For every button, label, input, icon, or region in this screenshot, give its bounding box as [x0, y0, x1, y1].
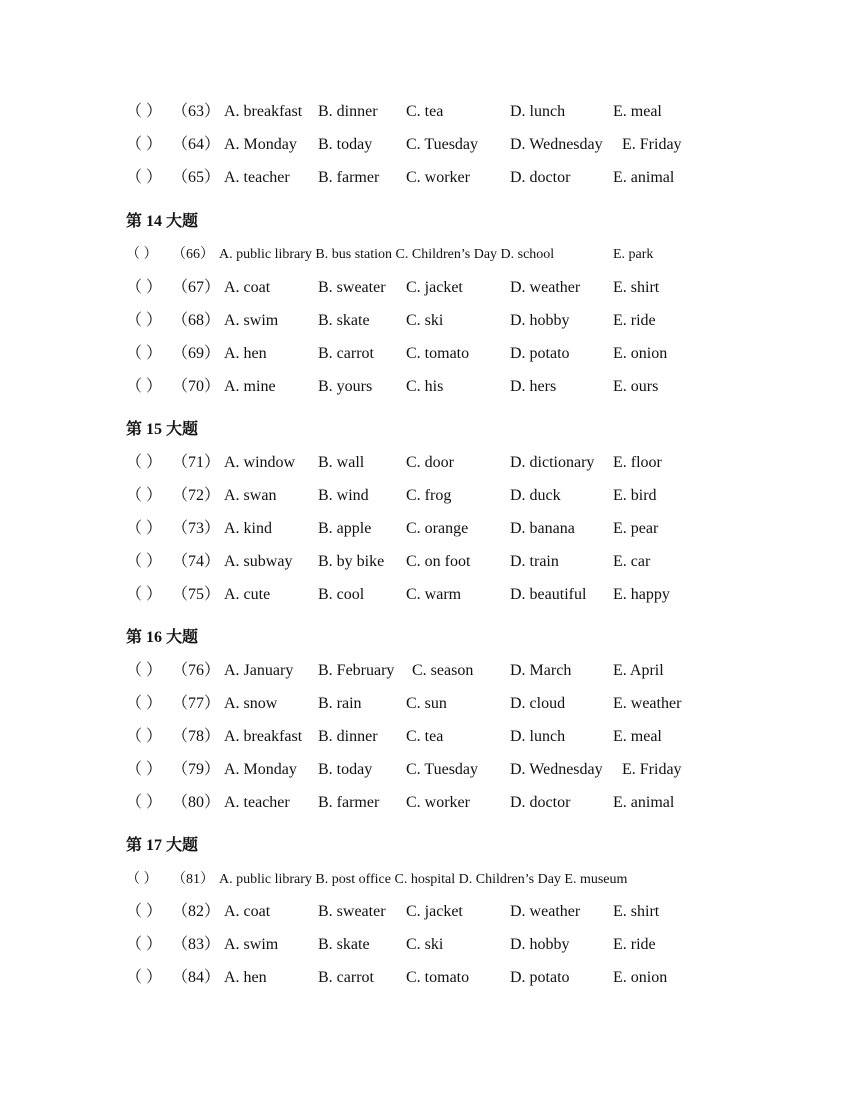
- answer-blank: （ ）: [126, 312, 163, 329]
- answer-blank: （ ）: [126, 872, 158, 887]
- option-b: B. farmer: [318, 169, 380, 186]
- option-b: B. skate: [318, 936, 370, 953]
- option-b: B. apple: [318, 520, 372, 537]
- option-a: A. January: [224, 662, 294, 679]
- option-d: D. Wednesday: [510, 136, 603, 153]
- question-number: （84）: [172, 969, 221, 986]
- question-row: [0, 584, 860, 606]
- option-b: B. carrot: [318, 345, 374, 362]
- question-row: [0, 693, 860, 715]
- option-e: E. pear: [613, 520, 659, 537]
- option-c: C. tea: [406, 103, 444, 120]
- question-number: （63）: [172, 103, 221, 120]
- option-a: A. teacher: [224, 794, 290, 811]
- answer-blank: （ ）: [126, 454, 163, 471]
- option-d: D. Wednesday: [510, 761, 603, 778]
- option-d: D. doctor: [510, 169, 571, 186]
- option-d: D. hobby: [510, 312, 570, 329]
- option-b: B. sweater: [318, 903, 386, 920]
- answer-blank: （ ）: [126, 169, 163, 186]
- section-heading: 第 17 大题: [126, 837, 199, 854]
- option-b: B. today: [318, 761, 373, 778]
- section-heading: 第 15 大题: [126, 421, 199, 438]
- option-e: E. shirt: [613, 279, 660, 296]
- option-e: E. onion: [613, 969, 668, 986]
- option-b: B. dinner: [318, 728, 378, 745]
- option-e: E. shirt: [613, 903, 660, 920]
- question-number: （64）: [172, 136, 221, 153]
- question-number: （76）: [172, 662, 221, 679]
- option-e: E. bird: [613, 487, 657, 504]
- option-e: E. weather: [613, 695, 682, 712]
- option-b: B. cool: [318, 586, 365, 603]
- option-a: A. swim: [224, 312, 279, 329]
- question-number: （71）: [172, 454, 221, 471]
- question-number: （81）: [172, 872, 214, 887]
- question-number: （72）: [172, 487, 221, 504]
- option-e: E. onion: [613, 345, 668, 362]
- answer-blank: （ ）: [126, 103, 163, 120]
- option-c: C. ski: [406, 312, 444, 329]
- option-e: E. Friday: [622, 761, 682, 778]
- option-a: A. mine: [224, 378, 276, 395]
- question-row: [0, 452, 860, 474]
- option-c: C. Tuesday: [406, 761, 479, 778]
- option-a: A. kind: [224, 520, 272, 537]
- option-a: A. breakfast: [224, 103, 303, 120]
- option-a: A. subway: [224, 553, 293, 570]
- question-row: [0, 551, 860, 573]
- option-d: D. weather: [510, 279, 581, 296]
- option-c: C. tomato: [406, 345, 470, 362]
- answer-blank: （ ）: [126, 695, 163, 712]
- question-number: （75）: [172, 586, 221, 603]
- answer-blank: （ ）: [126, 247, 158, 262]
- question-number: （80）: [172, 794, 221, 811]
- options-text: A. public library B. post office C. hospital D. Children’s Day E. museum: [219, 872, 628, 887]
- option-d: D. lunch: [510, 728, 566, 745]
- question-number: （74）: [172, 553, 221, 570]
- options-text: A. public library B. bus station C. Children’s Day D. school: [219, 247, 555, 262]
- question-number: （79）: [172, 761, 221, 778]
- option-c: C. his: [406, 378, 444, 395]
- option-e: E. ride: [613, 936, 656, 953]
- option-e: E. floor: [613, 454, 662, 471]
- option-a: A. teacher: [224, 169, 290, 186]
- option-c: C. warm: [406, 586, 462, 603]
- answer-blank: （ ）: [126, 378, 163, 395]
- question-row: [0, 277, 860, 299]
- question-row: [0, 518, 860, 540]
- question-number: （83）: [172, 936, 221, 953]
- question-row: [0, 759, 860, 781]
- question-number: （70）: [172, 378, 221, 395]
- option-a: A. Monday: [224, 136, 297, 153]
- option-c: C. jacket: [406, 279, 463, 296]
- option-a: A. hen: [224, 969, 267, 986]
- question-number: （66）: [172, 247, 214, 262]
- question-row: [0, 869, 860, 891]
- option-d: D. March: [510, 662, 572, 679]
- option-b: B. yours: [318, 378, 373, 395]
- answer-blank: （ ）: [126, 662, 163, 679]
- option-c: C. frog: [406, 487, 452, 504]
- option-d: D. train: [510, 553, 559, 570]
- option-a: A. coat: [224, 903, 271, 920]
- option-c: C. jacket: [406, 903, 463, 920]
- answer-blank: （ ）: [126, 345, 163, 362]
- answer-blank: （ ）: [126, 794, 163, 811]
- option-d: D. banana: [510, 520, 575, 537]
- option-a: A. snow: [224, 695, 278, 712]
- answer-blank: （ ）: [126, 586, 163, 603]
- option-e: E. happy: [613, 586, 670, 603]
- answer-blank: （ ）: [126, 553, 163, 570]
- answer-blank: （ ）: [126, 903, 163, 920]
- option-e: E. ours: [613, 378, 659, 395]
- option-e: E. car: [613, 553, 651, 570]
- section-heading: 第 14 大题: [126, 213, 199, 230]
- question-number: （82）: [172, 903, 221, 920]
- option-d: D. lunch: [510, 103, 566, 120]
- option-b: B. rain: [318, 695, 362, 712]
- option-d: D. cloud: [510, 695, 566, 712]
- section-heading: 第 16 大题: [126, 629, 199, 646]
- option-d: D. potato: [510, 969, 570, 986]
- option-d: D. doctor: [510, 794, 571, 811]
- question-number: （65）: [172, 169, 221, 186]
- option-c: C. orange: [406, 520, 469, 537]
- option-a: A. window: [224, 454, 296, 471]
- option-b: B. today: [318, 136, 373, 153]
- question-row: [0, 134, 860, 156]
- answer-blank: （ ）: [126, 761, 163, 778]
- option-b: B. dinner: [318, 103, 378, 120]
- option-b: B. wall: [318, 454, 365, 471]
- question-row: [0, 726, 860, 748]
- option-a: A. coat: [224, 279, 271, 296]
- option-e: E. meal: [613, 728, 662, 745]
- question-row: [0, 244, 860, 266]
- option-b: B. by bike: [318, 553, 385, 570]
- option-b: B. wind: [318, 487, 369, 504]
- question-number: （78）: [172, 728, 221, 745]
- question-row: [0, 792, 860, 814]
- option-c: C. worker: [406, 169, 470, 186]
- option-d: D. dictionary: [510, 454, 595, 471]
- question-row: [0, 901, 860, 923]
- option-b: B. farmer: [318, 794, 380, 811]
- option-b: B. sweater: [318, 279, 386, 296]
- option-a: A. swan: [224, 487, 277, 504]
- option-d: D. potato: [510, 345, 570, 362]
- question-number: （77）: [172, 695, 221, 712]
- option-e: E. animal: [613, 794, 675, 811]
- option-e: E. ride: [613, 312, 656, 329]
- option-a: A. hen: [224, 345, 267, 362]
- answer-blank: （ ）: [126, 936, 163, 953]
- option-e: E. Friday: [622, 136, 682, 153]
- option-d: D. hers: [510, 378, 557, 395]
- option-e: E. park: [613, 247, 654, 262]
- answer-blank: （ ）: [126, 969, 163, 986]
- option-d: D. weather: [510, 903, 581, 920]
- question-row: [0, 101, 860, 123]
- question-number: （68）: [172, 312, 221, 329]
- option-d: D. hobby: [510, 936, 570, 953]
- answer-blank: （ ）: [126, 487, 163, 504]
- option-e: E. April: [613, 662, 664, 679]
- question-row: [0, 660, 860, 682]
- question-number: （67）: [172, 279, 221, 296]
- question-row: [0, 934, 860, 956]
- option-c: C. ski: [406, 936, 444, 953]
- option-c: C. door: [406, 454, 454, 471]
- answer-blank: （ ）: [126, 520, 163, 537]
- question-row: [0, 967, 860, 989]
- option-a: A. breakfast: [224, 728, 303, 745]
- answer-blank: （ ）: [126, 728, 163, 745]
- option-e: E. meal: [613, 103, 662, 120]
- option-e: E. animal: [613, 169, 675, 186]
- option-a: A. Monday: [224, 761, 297, 778]
- option-c: C. season: [412, 662, 474, 679]
- question-row: [0, 310, 860, 332]
- option-c: C. sun: [406, 695, 447, 712]
- option-d: D. duck: [510, 487, 561, 504]
- answer-blank: （ ）: [126, 279, 163, 296]
- option-c: C. Tuesday: [406, 136, 479, 153]
- option-c: C. worker: [406, 794, 470, 811]
- answer-blank: （ ）: [126, 136, 163, 153]
- option-b: B. skate: [318, 312, 370, 329]
- question-row: [0, 343, 860, 365]
- option-c: C. tomato: [406, 969, 470, 986]
- question-number: （69）: [172, 345, 221, 362]
- option-d: D. beautiful: [510, 586, 587, 603]
- option-b: B. carrot: [318, 969, 374, 986]
- option-c: C. on foot: [406, 553, 471, 570]
- option-a: A. cute: [224, 586, 271, 603]
- option-b: B. February: [318, 662, 395, 679]
- question-row: [0, 376, 860, 398]
- question-row: [0, 167, 860, 189]
- question-row: [0, 485, 860, 507]
- option-a: A. swim: [224, 936, 279, 953]
- question-number: （73）: [172, 520, 221, 537]
- option-c: C. tea: [406, 728, 444, 745]
